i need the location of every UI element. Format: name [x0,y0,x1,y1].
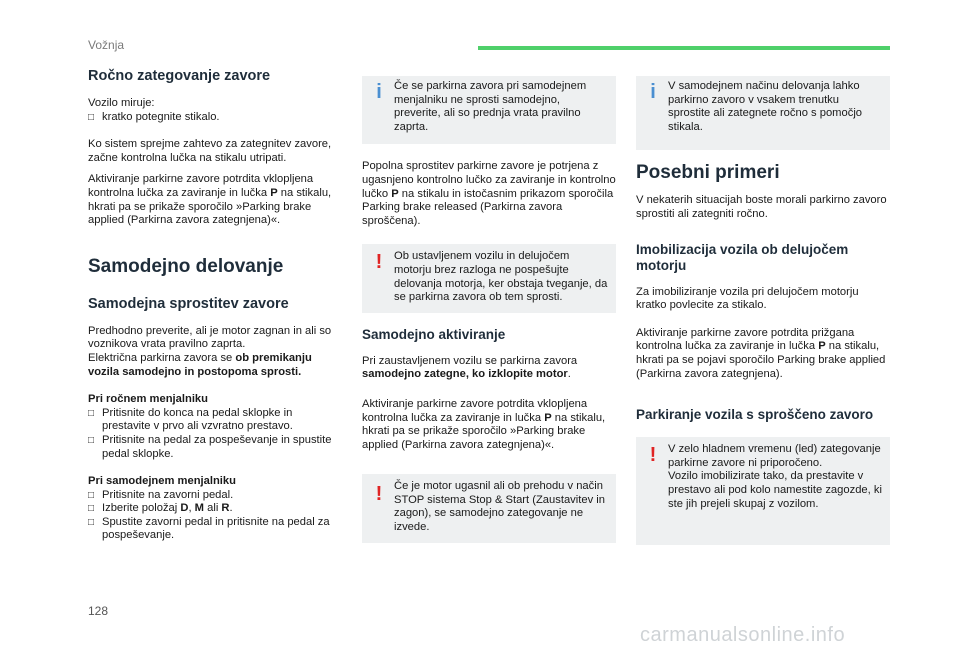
warning-box [362,474,616,542]
warning-icon: ! [375,251,383,274]
paragraph: Za imobiliziranje vozila pri delujočem motorju kratko povlecite za stikalo. [636,285,859,312]
warning-text: Če je motor ugasnil ali ob prehodu v način STOP sistema Stop & Start (Zaustavitev in zagon), se samodejno zategovanje ne izvede. [394,480,605,534]
header-accent-bar [478,46,890,50]
bullet-icon: □ [88,407,95,419]
page-number: 128 [88,604,109,618]
column-right [636,76,890,545]
list-item: □ Pritisnite na zavorni pedal. [88,488,234,501]
paragraph: Aktiviranje parkirne zavore potrdita vklopljena kontrolna lučka za zaviranje in lučka P na stikalu, hkrati pa se prikaže sporočilo »Parking brake applied (Parkirna zavora zategnjena)«. [88,173,332,227]
warning-text: V zelo hladnem vremenu (led) zategovanje parkirne zavore ni priporočeno. [668,443,881,469]
warning-text: Ob ustavljenem vozilu in delujočem motorju brez razloga ne pospešujte delovanja motorja, ker obstaja tveganje, da se parkirna zavora ob tem sprosti. [394,250,608,304]
heading-parking-released: Parkiranje vozila s sproščeno zavoro [636,407,874,423]
list-item: □ Pritisnite do konca na pedal sklopke in prestavite v prvo ali vzvratno prestavo. [88,406,293,433]
paragraph: Ko sistem sprejme zahtevo za zategnitev zavore, začne kontrolna lučka na stikalu utripati. [88,138,332,164]
bullet-icon: □ [88,516,95,528]
heading-automatic-activation: Samodejno aktiviranje [362,326,506,342]
paragraph: Aktiviranje parkirne zavore potrdita prižgana kontrolna lučka za zaviranje in lučka P na stikalu, hkrati pa se pojavi sporočilo Parking brake applied (Parkirna zavora zategnjena). [636,326,886,380]
section-header: Vožnja [88,38,125,52]
warning-text: Vozilo imobilizirate tako, da prestavite v prestavo ali pod kolo namestite zagozde, ki ste jih prejeli skupaj z vozilom. [668,470,882,510]
paragraph: V nekaterih situacijah boste morali parkirno zavoro sprostiti ali zategniti ročno. [636,194,887,220]
list-item: □ kratko potegnite stikalo. [88,110,220,123]
paragraph: Aktiviranje parkirne zavore potrdita vklopljena kontrolna lučka za zaviranje in lučka P na stikalu, hkrati pa se prikaže sporočilo »Parking brake applied (Parkirna zavora zategnjena)«. [362,397,606,451]
bullet-icon: □ [88,111,95,123]
info-text: V samodejnem načinu delovanja lahko parkirno zavoro v vsakem trenutku sprostite ali zategnete ročno s pomočjo stikala. [668,80,863,133]
bullet-icon: □ [88,489,95,501]
info-icon: i [650,81,656,103]
paragraph: Predhodno preverite, ali je motor zagnan in ali so voznikova vrata pravilno zaprta. [88,324,332,351]
list-item: □ Pritisnite na pedal za pospeševanje in spustite pedal sklopke. [88,433,332,460]
bullet-icon: □ [88,434,95,446]
info-text: Če se parkirna zavora pri samodejnem menjalniku ne sprosti samodejno, preverite, ali so prednja vrata pravilno zaprta. [394,80,587,133]
heading-immobilisation: Imobilizacija vozila ob delujočem motorju [636,241,849,273]
paragraph: Električna parkirna zavora se ob premikanju vozila samodejno in postopoma sprosti. [88,351,312,378]
subheading-manual-gearbox: Pri ročnem menjalniku [88,393,208,406]
warning-box [362,244,616,312]
list-item: □ Spustite zavorni pedal in pritisnite na pedal za pospeševanje. [88,515,330,542]
warning-icon: ! [375,483,383,506]
info-box [636,76,890,150]
info-icon: i [376,81,382,103]
column-left [88,68,340,543]
heading-automatic-release: Samodejna sprostitev zavore [88,295,289,312]
warning-icon: ! [649,444,657,467]
column-middle [362,76,616,543]
watermark: carmanualsonline.info [640,624,846,646]
info-box [362,76,616,144]
paragraph: Vozilo miruje: [88,97,155,109]
bullet-icon: □ [88,503,95,515]
paragraph: Pri zaustavljenem vozilu se parkirna zavora samodejno zategne, ko izklopite motor. [362,354,578,381]
subheading-automatic-gearbox: Pri samodejnem menjalniku [88,475,236,488]
list-item: □ Izberite položaj D, M ali R. [88,502,233,515]
heading-automatic-operation: Samodejno delovanje [88,255,284,277]
paragraph: Popolna sprostitev parkirne zavore je potrjena z ugasnjeno kontrolno lučko za zaviranje in kontrolno lučko P na stikalu in istočasnim prikazom sporočila Parking brake released (Parkirna zavora sproščena). [362,160,616,227]
warning-box [636,437,890,545]
heading-manual-engage: Ročno zategovanje zavore [88,68,271,84]
heading-special-cases: Posebni primeri [636,162,780,184]
